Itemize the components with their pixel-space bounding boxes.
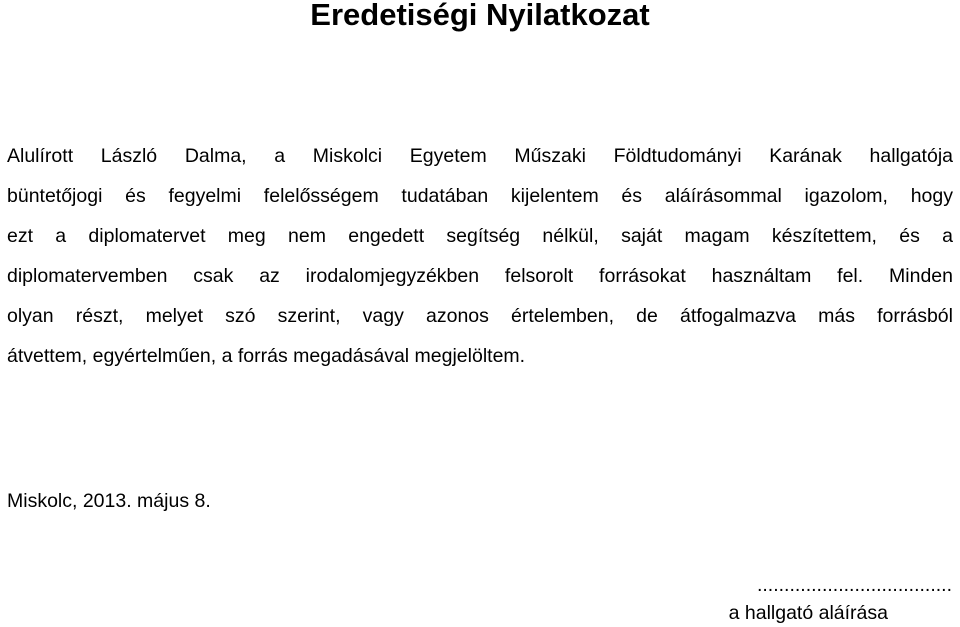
- paragraph-line: Alulírott László Dalma, a Miskolci Egyetem Műszaki Földtudományi Karának hallgatója: [7, 145, 953, 167]
- page-title: Eredetiségi Nyilatkozat: [310, 0, 650, 32]
- paragraph-line: olyan részt, melyet szó szerint, vagy azonos értelemben, de átfogalmazva más forrásból: [7, 305, 953, 327]
- signature-dotted-line: ....................................: [756, 574, 952, 596]
- place-and-date: Miskolc, 2013. május 8.: [7, 490, 211, 512]
- paragraph-line: átvettem, egyértelműen, a forrás megadásával megjelöltem.: [7, 345, 526, 367]
- paragraph-line: ezt a diplomatervet meg nem engedett segítség nélkül, saját magam készítettem, és a: [7, 225, 953, 247]
- declaration-paragraph: [7, 136, 953, 376]
- paragraph-line: diplomatervemben csak az irodalomjegyzékben felsorolt forrásokat használtam fel. Minden: [7, 265, 953, 287]
- signature-block: [680, 571, 952, 627]
- signature-label: a hallgató aláírása: [728, 602, 888, 624]
- paragraph-line: büntetőjogi és fegyelmi felelősségem tudatában kijelentem és aláírásommal igazolom, hogy: [7, 185, 953, 207]
